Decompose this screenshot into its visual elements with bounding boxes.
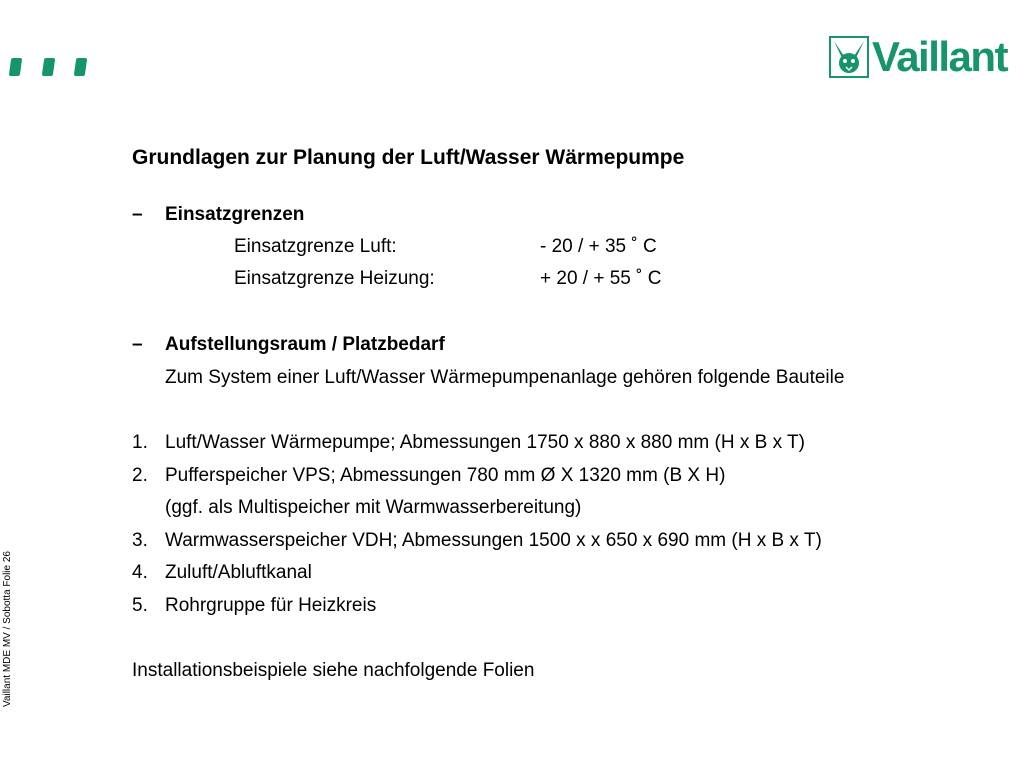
list-item-number: 5. (132, 595, 148, 616)
footer-note: Installationsbeispiele siehe nachfolgende Folien (132, 660, 535, 681)
dot-icon (9, 58, 23, 76)
list-item-number: 4. (132, 562, 148, 583)
section2-intro: Zum System einer Luft/Wasser Wärmepumpenanlage gehören folgende Bauteile (165, 367, 845, 388)
limit-heating-label: Einsatzgrenze Heizung: (234, 268, 435, 289)
section1-dash: – (132, 204, 143, 225)
list-item-number: 3. (132, 530, 148, 551)
limit-heating-value: + 20 / + 55 ˚ C (540, 268, 662, 289)
limit-air-value: - 20 / + 35 ˚ C (540, 236, 657, 257)
limit-air-label: Einsatzgrenze Luft: (234, 236, 397, 257)
dot-icon (74, 58, 88, 76)
vaillant-logo (829, 33, 1008, 80)
hare-emblem-icon (829, 36, 869, 78)
logo-text: Vaillant (872, 33, 1008, 80)
list-item: Zuluft/Abluftkanal (165, 562, 312, 583)
page-title: Grundlagen zur Planung der Luft/Wasser Wärmepumpe (132, 146, 685, 169)
side-slide-info: Vaillant MDE MV / Sobotta Folie 26 (2, 551, 13, 707)
section2-dash: – (132, 334, 143, 355)
list-item: Warmwasserspeicher VDH; Abmessungen 1500 x x 650 x 690 mm (H x B x T) (165, 530, 822, 551)
list-item: (ggf. als Multispeicher mit Warmwasserbereitung) (165, 497, 582, 518)
list-item: Rohrgruppe für Heizkreis (165, 595, 377, 616)
list-item: Pufferspeicher VPS; Abmessungen 780 mm Ø X 1320 mm (B X H) (165, 465, 726, 486)
list-item: Luft/Wasser Wärmepumpe; Abmessungen 1750 x 880 x 880 mm (H x B x T) (165, 432, 805, 453)
section1-heading: Einsatzgrenzen (165, 204, 305, 225)
section2-heading: Aufstellungsraum / Platzbedarf (165, 334, 445, 355)
dot-icon (42, 58, 56, 76)
list-item-number: 2. (132, 465, 148, 486)
list-item-number: 1. (132, 432, 148, 453)
